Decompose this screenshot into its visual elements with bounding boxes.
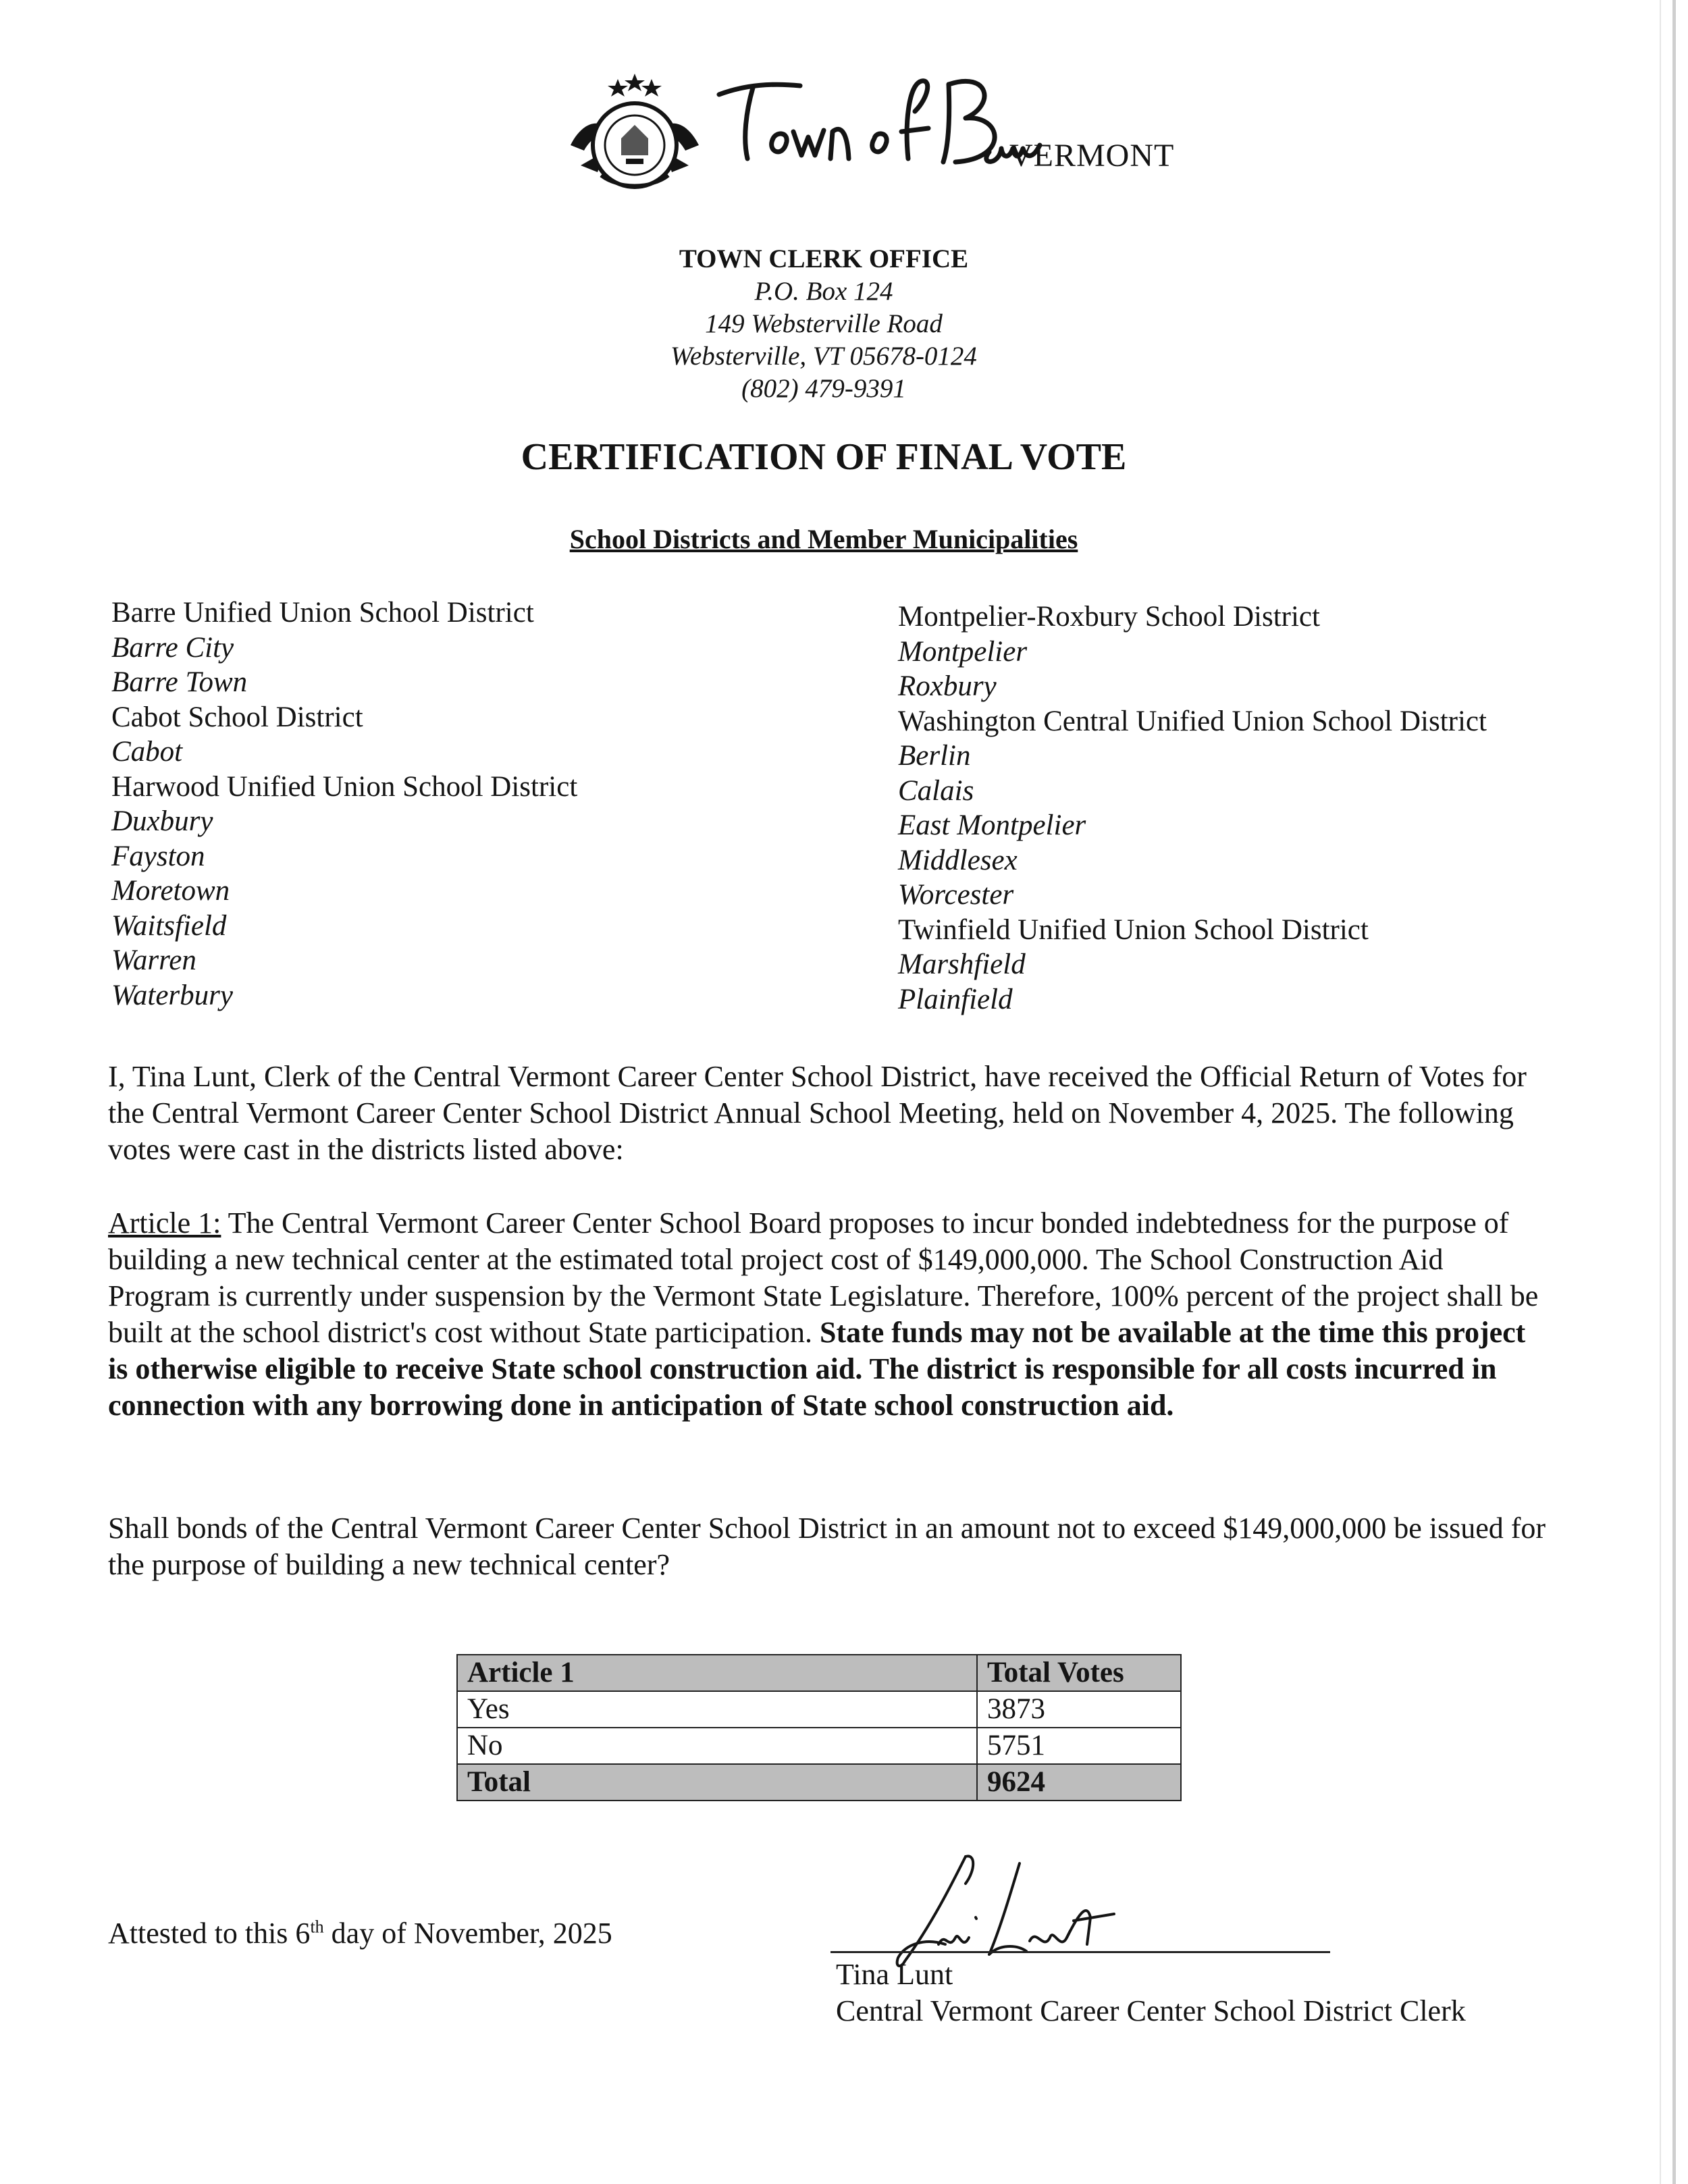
school-district-name: Washington Central Unified Union School District bbox=[898, 705, 1487, 737]
header-total-votes: Total Votes bbox=[977, 1655, 1181, 1691]
town-logo bbox=[564, 57, 1175, 199]
article-bold-text: State funds may not be available at the time this project is otherwise eligible to receive State school construction aid. The district is responsible for all costs incurred in connection with any borrowing done in anticipation of State school construction aid. bbox=[108, 1316, 1526, 1422]
signer-title: Central Vermont Career Center School District Clerk bbox=[836, 1994, 1466, 2027]
page-edge-line bbox=[1660, 0, 1661, 2184]
municipality-name: Calais bbox=[898, 774, 974, 807]
town-clerk-office-block bbox=[0, 243, 1647, 405]
school-district-name: Twinfield Unified Union School District bbox=[898, 913, 1369, 946]
municipality-name: Barre Town bbox=[111, 666, 248, 698]
municipality-name: Duxbury bbox=[111, 805, 213, 837]
office-title: TOWN CLERK OFFICE bbox=[679, 244, 969, 273]
office-city: Websterville, VT 05678-0124 bbox=[670, 342, 977, 371]
total-votes: 9624 bbox=[977, 1764, 1181, 1801]
vote-results-table bbox=[456, 1654, 1182, 1801]
row-label: Yes bbox=[457, 1691, 977, 1728]
municipality-name: Marshfield bbox=[898, 949, 1026, 980]
row-label: No bbox=[457, 1728, 977, 1764]
town-seal-icon bbox=[564, 71, 706, 199]
signer-name: Tina Lunt bbox=[836, 1958, 953, 1991]
municipality-name: Worcester bbox=[898, 879, 1014, 911]
attestation-suffix: day of November, 2025 bbox=[323, 1917, 612, 1950]
school-district-name: Harwood Unified Union School District bbox=[111, 770, 578, 803]
school-district-name: Montpelier-Roxbury School District bbox=[898, 601, 1320, 633]
ballot-question: Shall bonds of the Central Vermont Career Center School District in an amount not to exceed $149,000,000 be issued for the purpose of building a new technical center? bbox=[108, 1512, 1546, 1581]
state-name: VERMONT bbox=[1009, 138, 1175, 174]
districts-right-column bbox=[898, 600, 1487, 1017]
header-article: Article 1 bbox=[457, 1655, 977, 1691]
row-votes: 3873 bbox=[977, 1691, 1181, 1728]
municipality-name: Waterbury bbox=[111, 979, 233, 1011]
town-of-barre-script-icon bbox=[706, 57, 1057, 192]
office-phone: (802) 479-9391 bbox=[741, 374, 906, 403]
table-total-row bbox=[457, 1764, 1181, 1801]
document-title: CERTIFICATION OF FINAL VOTE bbox=[521, 436, 1127, 478]
intro-paragraph: I, Tina Lunt, Clerk of the Central Vermont Career Center School District, have received the Official Return of Votes for the Central Vermont Career Center School District Annual School Meeting, held on November 4, 2025. The following votes were cast in the districts listed above: bbox=[108, 1060, 1527, 1166]
municipality-name: Cabot bbox=[111, 736, 183, 768]
signature-line bbox=[830, 1951, 1330, 1953]
table-row bbox=[457, 1728, 1181, 1764]
table-row bbox=[457, 1691, 1181, 1728]
municipality-name: Barre City bbox=[111, 631, 234, 664]
article-text: The Central Vermont Career Center School Board proposes to incur bonded indebtedness for the purpose of building a new technical center at the estimated total project cost of $149,000,000. The School Construction Aid Program is currently under suspension by the Vermont State Legislature. Therefore, 100% percent of the project shall be built at the school district's cost without State participation. bbox=[108, 1206, 1539, 1349]
municipality-name: Moretown bbox=[111, 875, 230, 907]
municipality-name: Montpelier bbox=[898, 635, 1028, 668]
municipality-name: Warren bbox=[111, 944, 196, 976]
signer-block bbox=[836, 1956, 1466, 2029]
municipality-name: Plainfield bbox=[898, 983, 1013, 1015]
attestation-prefix: Attested to this 6 bbox=[108, 1917, 311, 1950]
municipality-name: Berlin bbox=[898, 740, 971, 772]
total-label: Total bbox=[457, 1764, 977, 1801]
districts-left-column bbox=[111, 595, 577, 1013]
article-paragraph bbox=[108, 1205, 1546, 1424]
school-district-name: Barre Unified Union School District bbox=[111, 597, 534, 629]
municipality-name: Waitsfield bbox=[111, 909, 227, 942]
office-po-box: P.O. Box 124 bbox=[754, 277, 893, 306]
article-label: Article 1: bbox=[108, 1206, 221, 1240]
districts-heading: School Districts and Member Municipalities bbox=[569, 524, 1078, 554]
municipality-name: Roxbury bbox=[898, 670, 997, 702]
table-header-row bbox=[457, 1655, 1181, 1691]
attestation-line bbox=[108, 1916, 612, 1950]
municipality-name: Fayston bbox=[111, 840, 205, 872]
municipality-name: East Montpelier bbox=[898, 809, 1086, 841]
school-district-name: Cabot School District bbox=[111, 701, 363, 733]
attestation-ordinal: th bbox=[310, 1917, 324, 1937]
office-street: 149 Websterville Road bbox=[705, 309, 943, 338]
municipality-name: Middlesex bbox=[898, 844, 1018, 876]
row-votes: 5751 bbox=[977, 1728, 1181, 1764]
page-edge-shadow bbox=[1672, 0, 1676, 2184]
